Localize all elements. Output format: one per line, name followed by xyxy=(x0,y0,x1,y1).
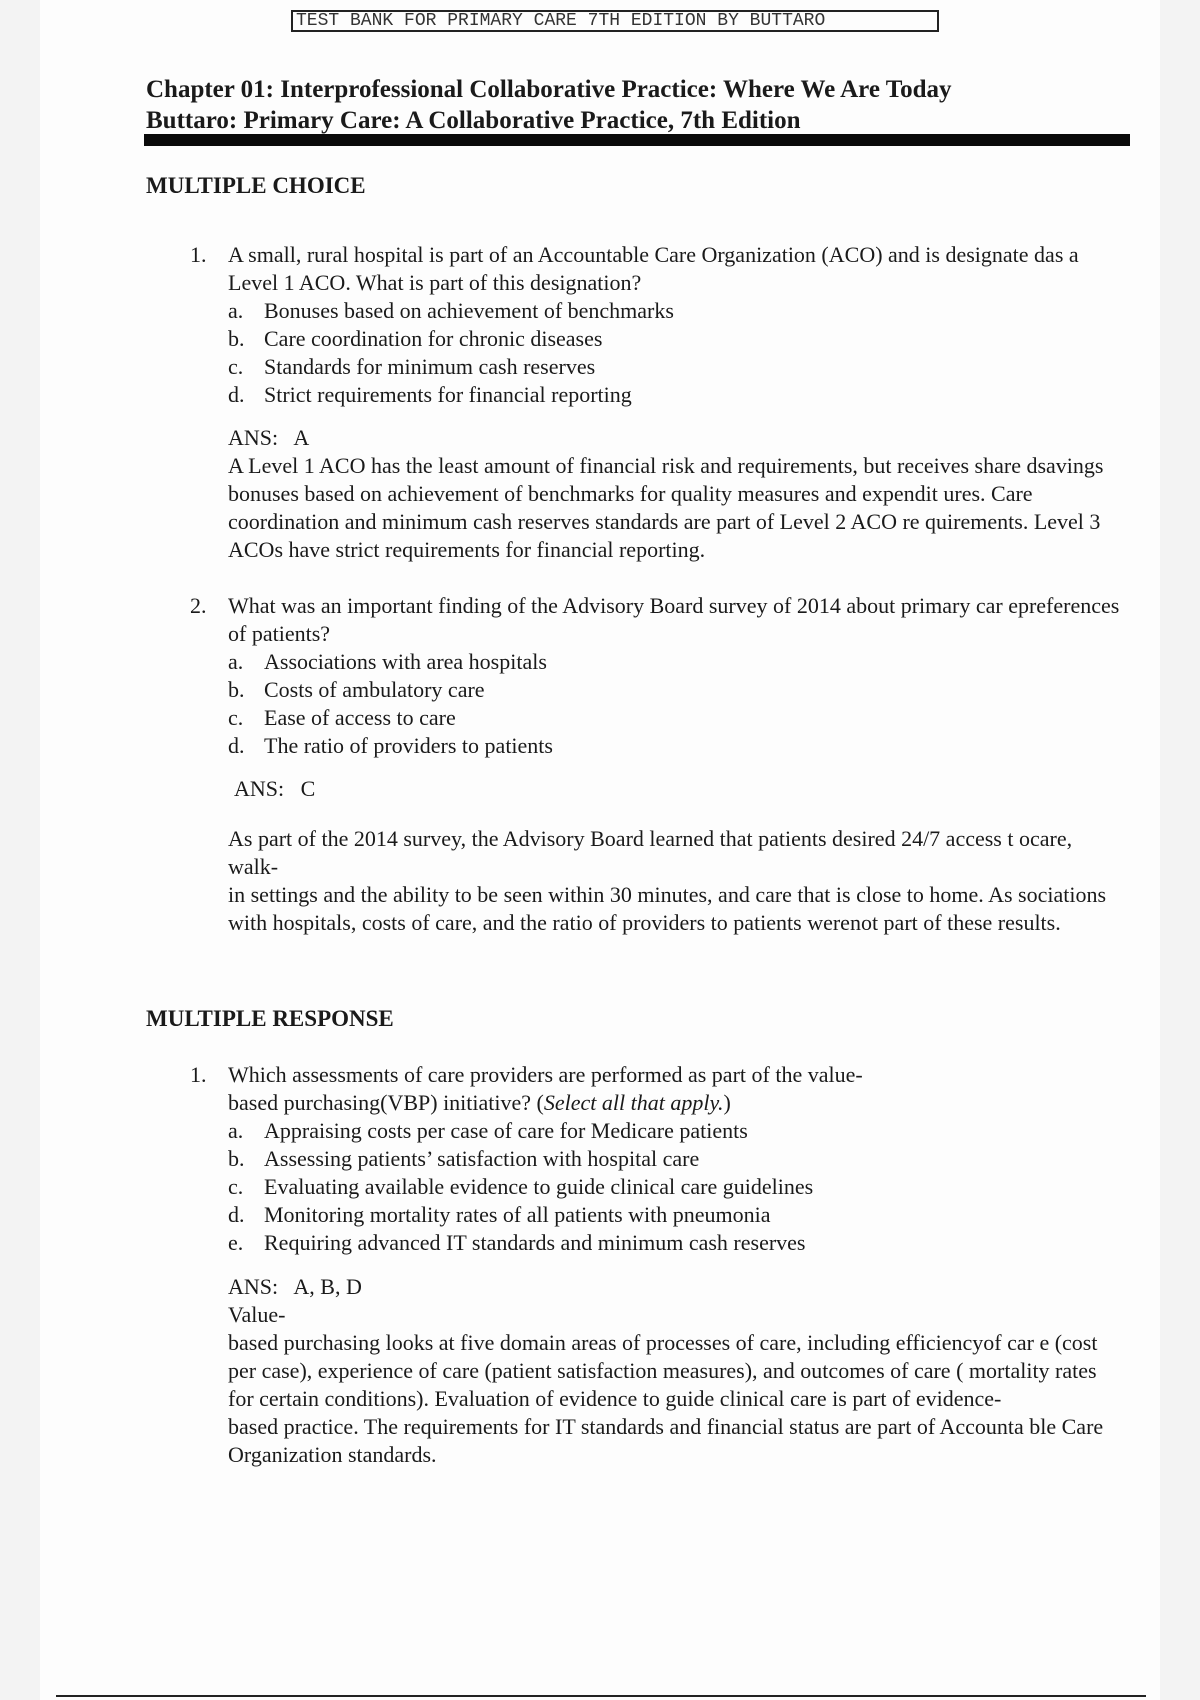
choice-item: d. Monitoring mortality rates of all patients with pneumonia xyxy=(228,1202,771,1227)
question-number: 1. xyxy=(190,242,207,267)
chapter-title: Chapter 01: Interprofessional Collaborative Practice: Where We Are Today xyxy=(146,76,952,103)
answer-block-mc-1 xyxy=(228,424,1122,564)
choice-item: d. Strict requirements for financial reporting xyxy=(228,382,632,407)
choice-item: b. Assessing patients’ satisfaction with hospital care xyxy=(228,1146,700,1171)
question-stem: What was an important finding of the Advisory Board survey of 2014 about primary car epreferences of patients? xyxy=(228,593,1120,646)
section-heading-multiple-response: MULTIPLE RESPONSE xyxy=(146,1006,394,1031)
choice-item: a. Associations with area hospitals xyxy=(228,649,547,674)
answer-key: ANS: C xyxy=(234,776,316,801)
test-bank-banner: TEST BANK FOR PRIMARY CARE 7TH EDITION BY BUTTARO xyxy=(291,10,939,32)
answer-key: ANS: A, B, D xyxy=(228,1274,362,1299)
question-mc-2 xyxy=(190,592,1120,760)
choice-list xyxy=(190,648,1120,760)
rationale: A Level 1 ACO has the least amount of financial risk and requirements, but receives share dsavings bonuses based on achievement of benchmarks for quality measures and expendit ures. Care coordination and minimum cash reserves standards are part of Level 2 ACO re quirements. Level 3 ACOs have strict requirements for financial reporting. xyxy=(228,453,1104,562)
choice-item: b. Care coordination for chronic diseases xyxy=(228,326,603,351)
choice-item: c. Ease of access to care xyxy=(228,705,456,730)
choice-item: d. The ratio of providers to patients xyxy=(228,733,553,758)
rationale-mc-2 xyxy=(228,825,1122,937)
question-number: 2. xyxy=(190,593,207,618)
question-mr-1 xyxy=(190,1061,1120,1257)
question-stem: A small, rural hospital is part of an Accountable Care Organization (ACO) and is designate das a Level 1 ACO. What is part of this designation? xyxy=(228,242,1079,295)
question-mc-1 xyxy=(190,241,1120,409)
choice-item: a. Appraising costs per case of care for Medicare patients xyxy=(228,1118,748,1143)
rationale: Value- based purchasing looks at five domain areas of processes of care, including efficiencyof car e (cost per case), experience of care (patient satisfaction measures), and outcomes of care ( mortality rates for certain conditions). Evaluation of evidence to guide clinical care is part of evidence- based practice. The requirements for IT standards and financial status are part of Accounta ble Care Organization standards. xyxy=(228,1302,1104,1467)
choice-item: c. Standards for minimum cash reserves xyxy=(228,354,596,379)
chapter-header xyxy=(146,74,952,136)
rationale: As part of the 2014 survey, the Advisory Board learned that patients desired 24/7 access t ocare, walk- in settings and the ability to be seen within 30 minutes, and care that is close to home. As sociations with hospitals, costs of care, and the ratio of providers to patients werenot part of these results. xyxy=(228,826,1107,935)
choice-list xyxy=(190,297,1120,409)
choice-item: a. Bonuses based on achievement of benchmarks xyxy=(228,298,674,323)
answer-key: ANS: A xyxy=(228,425,310,450)
question-stem: Which assessments of care providers are performed as part of the value- based purchasing(VBP) initiative? (Select all that apply.) xyxy=(228,1062,863,1115)
section-heading-multiple-choice: MULTIPLE CHOICE xyxy=(146,173,366,198)
book-title: Buttaro: Primary Care: A Collaborative Practice, 7th Edition xyxy=(146,107,801,134)
header-rule xyxy=(144,134,1130,146)
choice-item: e. Requiring advanced IT standards and minimum cash reserves xyxy=(228,1230,806,1255)
choice-item: c. Evaluating available evidence to guide clinical care guidelines xyxy=(228,1174,814,1199)
select-all-instruction: Select all that apply. xyxy=(543,1090,724,1115)
answer-block-mr-1 xyxy=(228,1273,1122,1469)
question-number: 1. xyxy=(190,1062,207,1087)
answer-key-mc-2 xyxy=(234,775,1128,803)
footer-rule xyxy=(56,1695,1146,1697)
choice-item: b. Costs of ambulatory care xyxy=(228,677,485,702)
choice-list xyxy=(190,1117,1120,1257)
